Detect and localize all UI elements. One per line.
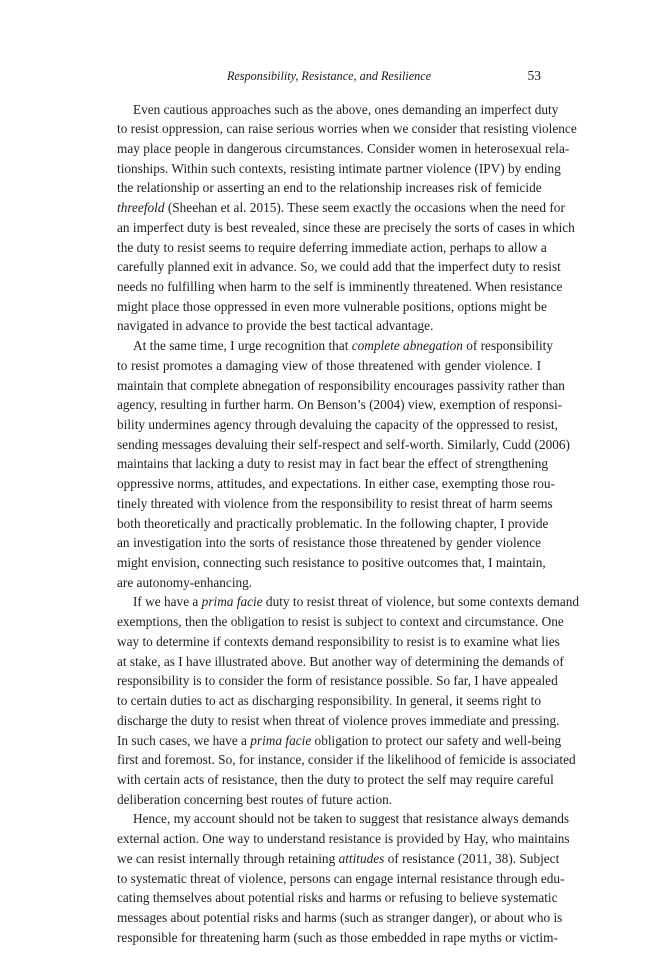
text-line xyxy=(117,533,541,553)
text-segment: at stake, as I have illustrated above. But another way of determining the demands of xyxy=(117,653,564,669)
text-line xyxy=(117,218,575,238)
text-line xyxy=(117,415,558,435)
text-line xyxy=(117,297,547,317)
text-segment: (Sheehan et al. 2015). These seem exactly the occasions when the need for xyxy=(164,200,565,216)
running-header xyxy=(117,66,541,86)
text-segment: of resistance (2011, 38). Subject xyxy=(384,850,560,866)
text-line xyxy=(117,671,558,691)
text-line xyxy=(117,573,541,593)
text-line xyxy=(117,790,541,810)
text-segment: are autonomy-enhancing. xyxy=(117,574,253,590)
text-line xyxy=(117,514,549,534)
text-line xyxy=(117,770,554,790)
text-segment: with certain acts of resistance, then the duty to protect the self may require careful xyxy=(117,771,554,787)
text-segment: an investigation into the sorts of resistance those threatened by gender violence xyxy=(117,535,541,551)
text-segment: of responsibility xyxy=(462,338,554,354)
text-segment: Even cautious approaches such as the above, ones demanding an imperfect duty xyxy=(133,101,559,117)
text-segment: maintains that lacking a duty to resist may in fact bear the effect of strengthening xyxy=(117,456,549,472)
text-segment: the duty to resist seems to require deferring immediate action, perhaps to allow a xyxy=(117,239,547,255)
paragraph xyxy=(117,809,570,947)
text-line xyxy=(117,100,559,120)
text-segment: first and foremost. So, for instance, consider if the likelihood of femicide is associated xyxy=(117,752,576,768)
text-segment: to certain duties to act as discharging responsibility. In general, it seems right to xyxy=(117,693,541,709)
text-line xyxy=(117,356,541,376)
text-line xyxy=(117,652,564,672)
text-segment: navigated in advance to provide the best tactical advantage. xyxy=(117,318,434,334)
text-segment: to systematic threat of violence, persons can engage internal resistance through edu- xyxy=(117,870,565,886)
text-segment: carefully planned exit in advance. So, we could add that the imperfect duty to resist xyxy=(117,259,561,275)
text-segment: messages about potential risks and harms (such as stranger danger), or about who is xyxy=(117,909,563,925)
italic-text: prima facie xyxy=(201,594,263,610)
body-text xyxy=(117,100,580,948)
paragraph xyxy=(117,336,570,592)
text-segment: responsibility is to consider the form of resistance possible. So far, I have appealed xyxy=(117,673,558,689)
text-line xyxy=(117,632,560,652)
text-segment: the relationship or asserting an end to the relationship increases risk of femicide xyxy=(117,180,542,196)
text-segment: both theoretically and practically problematic. In the following chapter, I provide xyxy=(117,515,549,531)
text-line xyxy=(117,257,561,277)
text-segment: oppressive norms, attitudes, and expectations. In either case, exempting those rou- xyxy=(117,476,555,492)
text-line xyxy=(117,908,563,928)
text-line xyxy=(117,119,577,139)
text-line xyxy=(117,592,580,612)
text-line xyxy=(117,494,553,514)
text-line xyxy=(117,691,541,711)
text-segment: might envision, connecting such resistance to positive outcomes that, I maintain, xyxy=(117,555,546,571)
text-segment: deliberation concerning best routes of future action. xyxy=(117,791,393,807)
paragraph xyxy=(117,100,577,337)
italic-text: complete abnegation xyxy=(351,338,463,354)
text-line xyxy=(117,198,565,218)
text-segment: discharge the duty to resist when threat of violence proves immediate and pressing. xyxy=(117,712,560,728)
italic-text: attitudes xyxy=(338,850,385,866)
italic-text: threefold xyxy=(117,200,165,216)
text-line xyxy=(117,238,547,258)
text-segment: an imperfect duty is best revealed, since these are precisely the sorts of cases in which xyxy=(117,219,575,235)
text-segment: to resist oppression, can raise serious worries when we consider that resisting violence xyxy=(117,121,577,137)
text-segment: we can resist internally through retaining xyxy=(117,850,339,866)
text-line xyxy=(117,336,554,356)
text-segment: way to determine if contexts demand responsibility to resist is to examine what lies xyxy=(117,633,560,649)
text-segment: sending messages devaluing their self-respect and self-worth. Similarly, Cudd (2006) xyxy=(117,436,570,452)
text-segment: obligation to protect our safety and well-being xyxy=(311,732,562,748)
text-line xyxy=(117,474,555,494)
text-line xyxy=(117,277,563,297)
text-line xyxy=(117,435,570,455)
text-segment: to resist promotes a damaging view of those threatened with gender violence. I xyxy=(117,357,541,373)
page-number: 53 xyxy=(527,68,541,83)
text-segment: tionships. Within such contexts, resisting intimate partner violence (IPV) by ending xyxy=(117,160,561,176)
text-line xyxy=(117,731,562,751)
text-segment: agency, resulting in further harm. On Benson’s (2004) view, exemption of responsi- xyxy=(117,397,563,413)
text-segment: may place people in dangerous circumstances. Consider women in heterosexual rela- xyxy=(117,140,570,156)
text-line xyxy=(117,139,570,159)
text-line xyxy=(117,829,570,849)
text-line xyxy=(117,750,576,770)
text-line xyxy=(117,178,541,198)
text-line xyxy=(117,928,558,948)
text-line xyxy=(117,553,546,573)
text-line xyxy=(117,711,560,731)
text-line xyxy=(117,316,541,336)
text-segment: tinely threated with violence from the responsibility to resist threat of harm seems xyxy=(117,495,553,511)
text-line xyxy=(117,888,558,908)
text-segment: might place those oppressed in even more vulnerable positions, options might be xyxy=(117,298,547,314)
text-segment: cating themselves about potential risks and harms or refusing to believe systematic xyxy=(117,890,558,906)
text-segment: If we have a xyxy=(133,594,202,610)
text-segment: maintain that complete abnegation of responsibility encourages passivity rather than xyxy=(117,377,565,393)
text-line xyxy=(117,454,549,474)
italic-text: prima facie xyxy=(250,732,312,748)
text-segment: needs no fulfilling when harm to the self is imminently threatened. When resistance xyxy=(117,278,563,294)
text-segment: exemptions, then the obligation to resist is subject to context and circumstance. One xyxy=(117,614,564,630)
paragraph xyxy=(117,592,580,809)
text-segment: external action. One way to understand resistance is provided by Hay, who maintains xyxy=(117,831,570,847)
text-line xyxy=(117,159,561,179)
text-line xyxy=(117,849,560,869)
text-segment: bility undermines agency through devaluing the capacity of the oppressed to resist, xyxy=(117,417,558,432)
text-line xyxy=(117,869,565,889)
running-title: Responsibility, Resistance, and Resilience xyxy=(226,69,432,83)
text-line xyxy=(117,376,565,396)
text-segment: responsible for threatening harm (such as those embedded in rape myths or victim- xyxy=(117,929,558,945)
text-line xyxy=(117,809,570,829)
text-segment: At the same time, I urge recognition that xyxy=(133,338,352,354)
text-line xyxy=(117,612,564,632)
text-line xyxy=(117,395,563,415)
text-segment: In such cases, we have a xyxy=(117,732,251,748)
text-segment: duty to resist threat of violence, but some contexts demand xyxy=(262,594,580,610)
text-segment: Hence, my account should not be taken to suggest that resistance always demands xyxy=(133,811,570,827)
